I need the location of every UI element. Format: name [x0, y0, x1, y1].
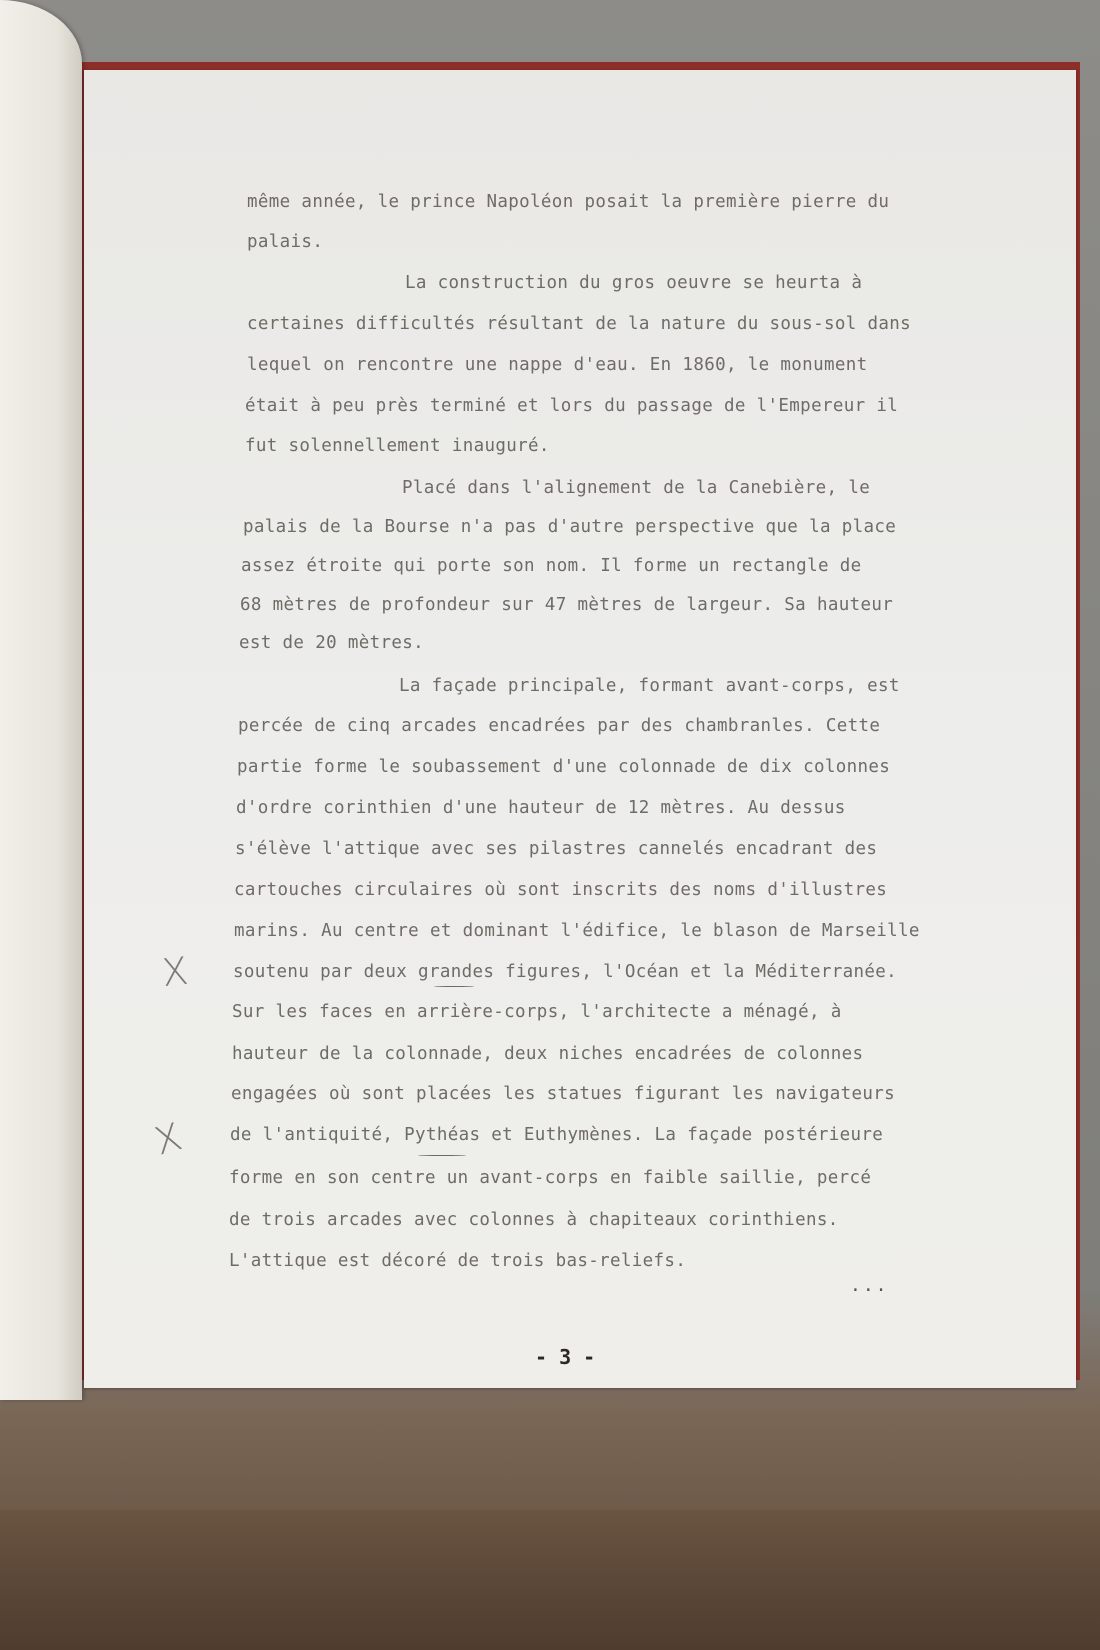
text-line: hauteur de la colonnade, deux niches encadrées de colonnes	[232, 1044, 864, 1064]
pencil-margin-mark: X	[159, 948, 191, 996]
pencil-underline	[418, 1155, 466, 1156]
text-line: palais.	[247, 232, 324, 252]
text-line: marins. Au centre et dominant l'édifice, le blason de Marseille	[234, 921, 920, 941]
text-line: palais de la Bourse n'a pas d'autre perspective que la place	[243, 517, 897, 537]
text-line: fut solennellement inauguré.	[245, 436, 550, 456]
text-line: de l'antiquité, Pythéas et Euthymènes. La façade postérieure	[230, 1125, 884, 1145]
text-line: était à peu près terminé et lors du passage de l'Empereur il	[245, 396, 899, 416]
text-line: partie forme le soubassement d'une colonnade de dix colonnes	[237, 757, 891, 777]
text-line: Placé dans l'alignement de la Canebière, le	[402, 478, 871, 498]
text-line: forme en son centre un avant-corps en faible saillie, percé	[229, 1168, 872, 1188]
continuation-mark: ...	[850, 1275, 889, 1296]
text-line: assez étroite qui porte son nom. Il forme un rectangle de	[241, 556, 862, 576]
text-line: engagées où sont placées les statues figurant les navigateurs	[231, 1084, 896, 1104]
text-line: de trois arcades avec colonnes à chapiteaux corinthiens.	[229, 1210, 839, 1230]
wooden-table-edge	[0, 1510, 1100, 1650]
pencil-underline	[434, 986, 474, 987]
text-line: La construction du gros oeuvre se heurta à	[405, 273, 863, 293]
text-line: percée de cinq arcades encadrées par des chambranles. Cette	[238, 716, 881, 736]
text-line: s'élève l'attique avec ses pilastres cannelés encadrant des	[235, 839, 878, 859]
text-line: 68 mètres de profondeur sur 47 mètres de largeur. Sa hauteur	[240, 595, 894, 615]
text-line: soutenu par deux grandes figures, l'Océan et la Méditerranée.	[233, 962, 898, 982]
left-page-edge	[0, 0, 82, 1400]
text-line: Sur les faces en arrière-corps, l'architecte a ménagé, à	[232, 1002, 842, 1022]
text-line: cartouches circulaires où sont inscrits des noms d'illustres	[234, 880, 888, 900]
pencil-margin-mark: X	[149, 1114, 187, 1164]
text-line: lequel on rencontre une nappe d'eau. En 1860, le monument	[247, 355, 868, 375]
text-line: L'attique est décoré de trois bas-reliefs.	[229, 1251, 687, 1271]
text-line: même année, le prince Napoléon posait la première pierre du	[247, 192, 890, 212]
text-line: d'ordre corinthien d'une hauteur de 12 mètres. Au dessus	[236, 798, 846, 818]
text-line: certaines difficultés résultant de la nature du sous-sol dans	[247, 314, 912, 334]
text-line: La façade principale, formant avant-corps, est	[399, 676, 900, 696]
page-number: - 3 -	[535, 1345, 596, 1369]
text-line: est de 20 mètres.	[239, 633, 425, 653]
